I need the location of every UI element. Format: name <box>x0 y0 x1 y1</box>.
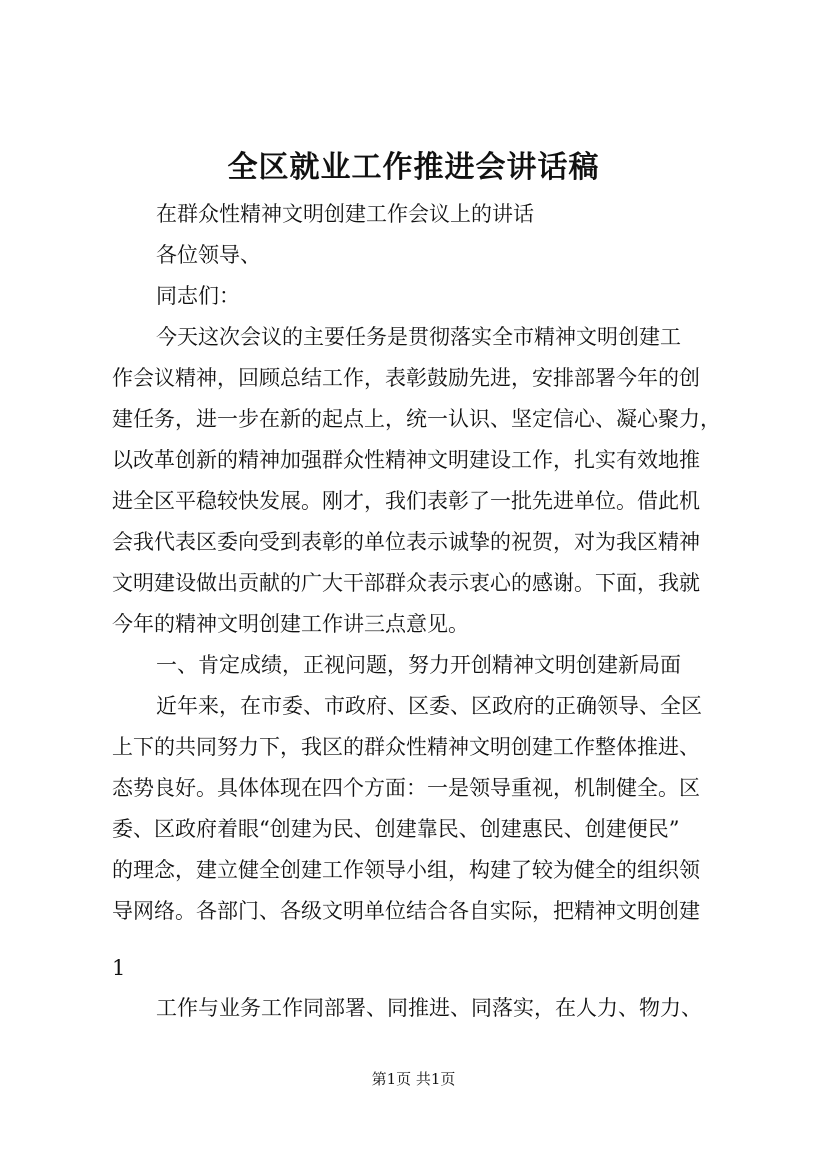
page-footer: 第1页 共1页 <box>371 1070 456 1088</box>
text-line: 上下的共同努力下，我区的群众性精神文明创建工作整体推进、 <box>112 735 700 759</box>
text-line: 的理念，建立健全创建工作领导小组，构建了较为健全的组织领 <box>112 858 700 882</box>
text-line: 一、肯定成绩，正视问题，努力开创精神文明创建新局面 <box>156 653 681 677</box>
document-title: 全区就业工作推进会讲话稿 <box>227 150 600 185</box>
page-marker: 1 <box>112 956 126 980</box>
text-line: 委、区政府着眼“创建为民、创建靠民、创建惠民、创建便民” <box>112 817 680 841</box>
text-line: 在群众性精神文明创建工作会议上的讲话 <box>156 202 534 226</box>
text-line: 同志们： <box>156 284 240 308</box>
text-line: 作会议精神，回顾总结工作，表彰鼓励先进，安排部署今年的创 <box>112 366 700 390</box>
text-line: 会我代表区委向受到表彰的单位表示诚挚的祝贺，对为我区精神 <box>112 530 700 554</box>
text-line: 态势良好。具体体现在四个方面：一是领导重视，机制健全。区 <box>112 776 700 800</box>
text-line: 进全区平稳较快发展。刚才，我们表彰了一批先进单位。借此机 <box>112 489 700 513</box>
text-line: 文明建设做出贡献的广大干部群众表示衷心的感谢。下面，我就 <box>112 571 700 595</box>
document-body <box>112 194 732 932</box>
continuation-line: 工作与业务工作同部署、同推进、同落实，在人力、物力、 <box>156 996 702 1020</box>
text-line: 各位领导、 <box>156 243 261 267</box>
text-line: 近年来，在市委、市政府、区委、区政府的正确领导、全区 <box>156 694 702 718</box>
text-line: 今天这次会议的主要任务是贯彻落实全市精神文明创建工 <box>156 325 681 349</box>
text-line: 导网络。各部门、各级文明单位结合各自实际，把精神文明创建 <box>112 899 700 923</box>
text-line: 今年的精神文明创建工作讲三点意见。 <box>112 612 469 636</box>
text-line: 建任务，进一步在新的起点上，统一认识、坚定信心、凝心聚力， <box>112 407 721 431</box>
text-line: 以改革创新的精神加强群众性精神文明建设工作，扎实有效地推 <box>112 448 700 472</box>
